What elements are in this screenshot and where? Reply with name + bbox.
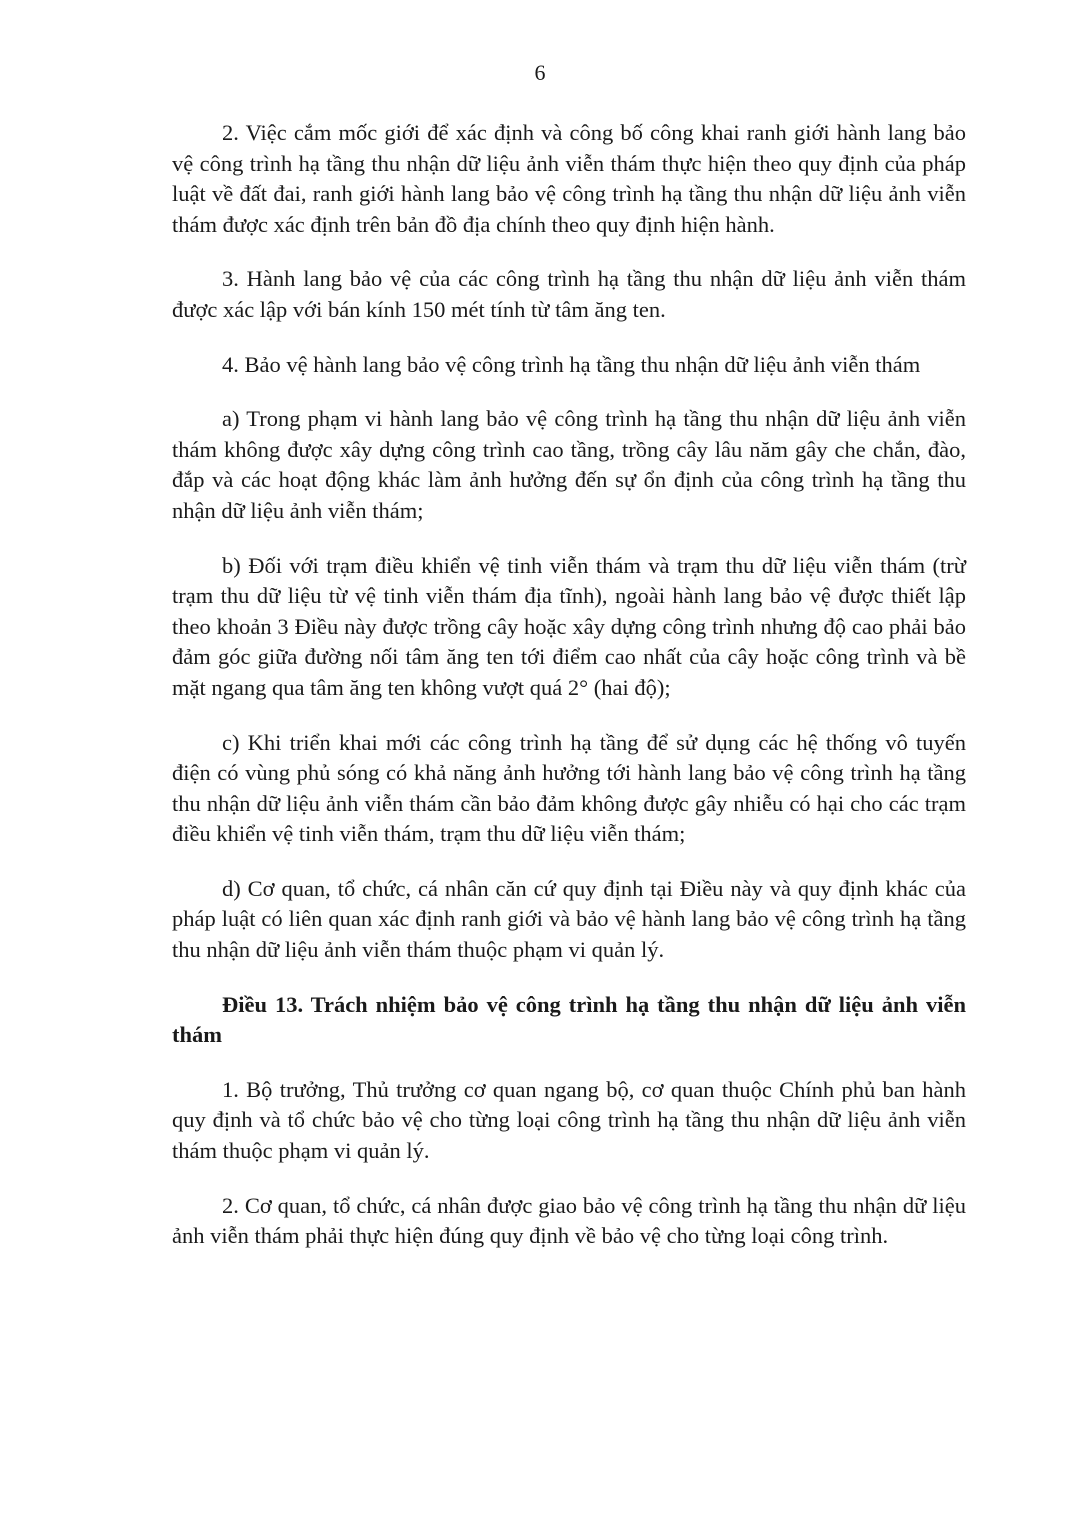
paragraph-clause-3: 3. Hành lang bảo vệ của các công trình hạ tầng thu nhận dữ liệu ảnh viễn thám được xác lập với bán kính 150 mét tính từ tâm ăng ten. <box>172 266 966 322</box>
page-number: 6 <box>534 60 546 85</box>
paragraph-clause-4a: a) Trong phạm vi hành lang bảo vệ công trình hạ tầng thu nhận dữ liệu ảnh viễn thám không được xây dựng công trình cao tầng, trồng cây lâu năm gây che chắn, đào, đắp và các hoạt động khác làm ảnh hưởng đến sự ổn định của công trình hạ tầng thu nhận dữ liệu ảnh viễn thám; <box>172 406 966 523</box>
paragraph-clause-4: 4. Bảo vệ hành lang bảo vệ công trình hạ tầng thu nhận dữ liệu ảnh viễn thám <box>222 351 921 377</box>
paragraph-clause-2: 2. Việc cắm mốc giới để xác định và công bố công khai ranh giới hành lang bảo vệ công trình hạ tầng thu nhận dữ liệu ảnh viễn thám thực hiện theo quy định của pháp luật về đất đai, ranh giới hành lang bảo vệ công trình hạ tầng thu nhận dữ liệu ảnh viễn thám được xác định trên bản đồ địa chính theo quy định hiện hành. <box>172 120 966 237</box>
page-content <box>172 118 966 1252</box>
article-13-clause-2: 2. Cơ quan, tổ chức, cá nhân được giao bảo vệ công trình hạ tầng thu nhận dữ liệu ảnh viễn thám phải thực hiện đúng quy định về bảo vệ cho từng loại công trình. <box>172 1192 966 1249</box>
paragraph-clause-4d: d) Cơ quan, tổ chức, cá nhân căn cứ quy định tại Điều này và quy định khác của pháp luật có liên quan xác định ranh giới và bảo vệ hành lang bảo vệ công trình hạ tầng thu nhận dữ liệu ảnh viễn thám thuộc phạm vi quản lý. <box>172 875 966 963</box>
paragraph-clause-4c: c) Khi triển khai mới các công trình hạ tầng để sử dụng các hệ thống vô tuyến điện có vùng phủ sóng có khả năng ảnh hưởng tới hành lang bảo vệ công trình hạ tầng thu nhận dữ liệu ảnh viễn thám cần bảo đảm không được gây nhiễu có hại cho các trạm điều khiển vệ tinh viễn thám, trạm thu dữ liệu viễn thám; <box>172 729 966 847</box>
article-13-heading: Điều 13. Trách nhiệm bảo vệ công trình hạ tầng thu nhận dữ liệu ảnh viễn thám <box>172 991 966 1048</box>
paragraph-clause-4b: b) Đối với trạm điều khiển vệ tinh viễn thám và trạm thu dữ liệu viễn thám (trừ trạm thu dữ liệu từ vệ tinh viễn thám địa tĩnh), ngoài hành lang bảo vệ được thiết lập theo khoản 3 Điều này được trồng cây hoặc xây dựng công trình nhưng độ cao phải bảo đảm góc giữa đường nối tâm ăng ten tới điểm cao nhất của cây hoặc công trình và bề mặt ngang qua tâm ăng ten không vượt quá 2° (hai độ); <box>172 552 966 700</box>
article-13-clause-1: 1. Bộ trưởng, Thủ trưởng cơ quan ngang bộ, cơ quan thuộc Chính phủ ban hành quy định và tổ chức bảo vệ cho từng loại công trình hạ tầng thu nhận dữ liệu ảnh viễn thám thuộc phạm vi quản lý. <box>172 1076 966 1164</box>
